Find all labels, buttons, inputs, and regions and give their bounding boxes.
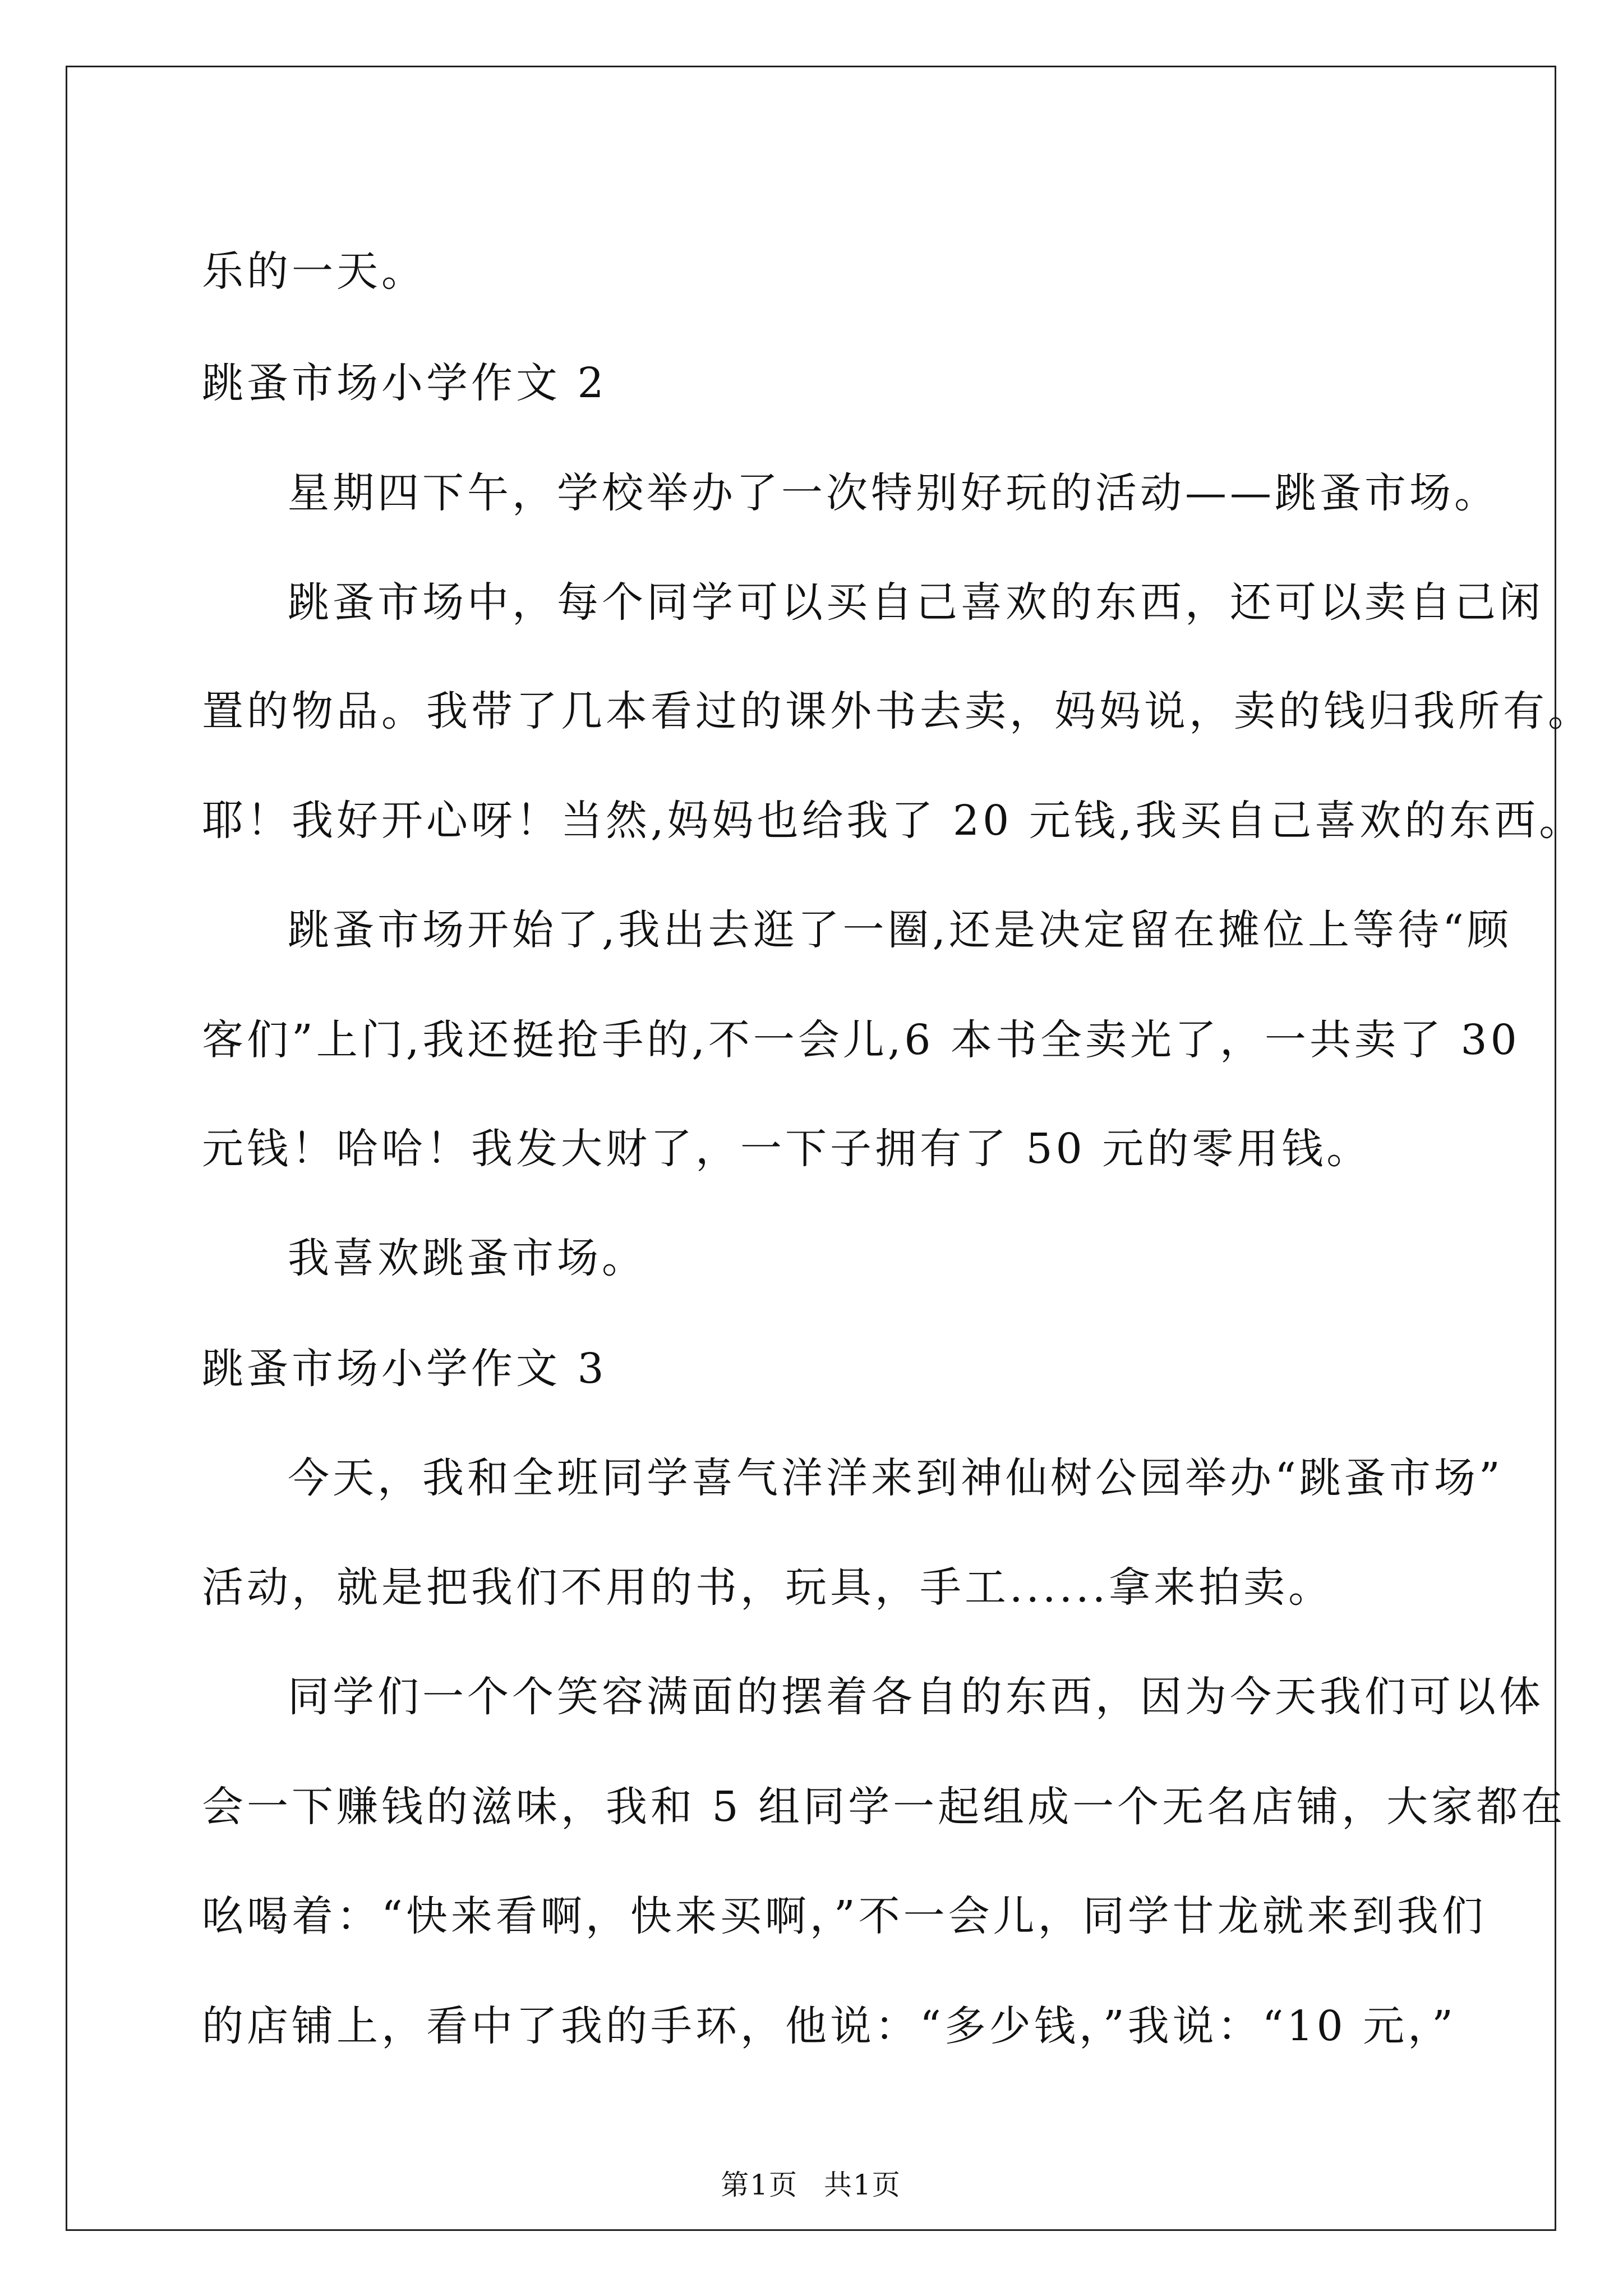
paragraph-line: 今天，我和全班同学喜气洋洋来到神仙树公园举办“跳蚤市场” — [288, 1454, 1504, 1502]
paragraph-line: 置的物品。我带了几本看过的课外书去卖，妈妈说，卖的钱归我所有。 — [202, 687, 1593, 735]
paragraph-line: 我喜欢跳蚤市场。 — [288, 1234, 647, 1282]
section-heading: 跳蚤市场小学作文 2 — [202, 359, 607, 407]
paragraph-line: 客们”上门,我还挺抢手的,不一会儿,6 本书全卖光了，一共卖了 30 — [202, 1016, 1520, 1064]
paragraph-line: 乐的一天。 — [202, 247, 426, 296]
document-body — [67, 67, 1593, 2229]
paragraph-line: 活动，就是把我们不用的书，玩具，手工......拿来拍卖。 — [202, 1563, 1334, 1612]
page-footer — [67, 2168, 1555, 2202]
paragraph-line: 跳蚤市场中，每个同学可以买自己喜欢的东西，还可以卖自己闲 — [288, 578, 1544, 627]
paragraph-line: 元钱！哈哈！我发大财了，一下子拥有了 50 元的零用钱。 — [202, 1125, 1372, 1173]
paragraph-line: 吆喝着：“快来看啊，快来买啊，”不一会儿，同学甘龙就来到我们 — [202, 1892, 1487, 1940]
paragraph-line: 跳蚤市场开始了,我出去逛了一圈,还是决定留在摊位上等待“顾 — [288, 906, 1512, 954]
paragraph-line: 会一下赚钱的滋味，我和 5 组同学一起组成一个无名店铺，大家都在 — [202, 1783, 1566, 1831]
paragraph-line: 的店铺上，看中了我的手环，他说：“多少钱，”我说：“10 元，” — [202, 2002, 1457, 2050]
section-heading: 跳蚤市场小学作文 3 — [202, 1345, 607, 1393]
page-total: 共1页 — [823, 2169, 901, 2201]
paragraph-line: 星期四下午，学校举办了一次特别好玩的活动——跳蚤市场。 — [288, 469, 1499, 517]
paragraph-line: 同学们一个个笑容满面的摆着各自的东西，因为今天我们可以体 — [288, 1673, 1544, 1721]
page-number: 第1页 — [721, 2169, 799, 2201]
page-frame — [66, 66, 1593, 2231]
paragraph-line: 耶！我好开心呀！当然,妈妈也给我了 20 元钱,我买自己喜欢的东西。 — [202, 797, 1584, 845]
